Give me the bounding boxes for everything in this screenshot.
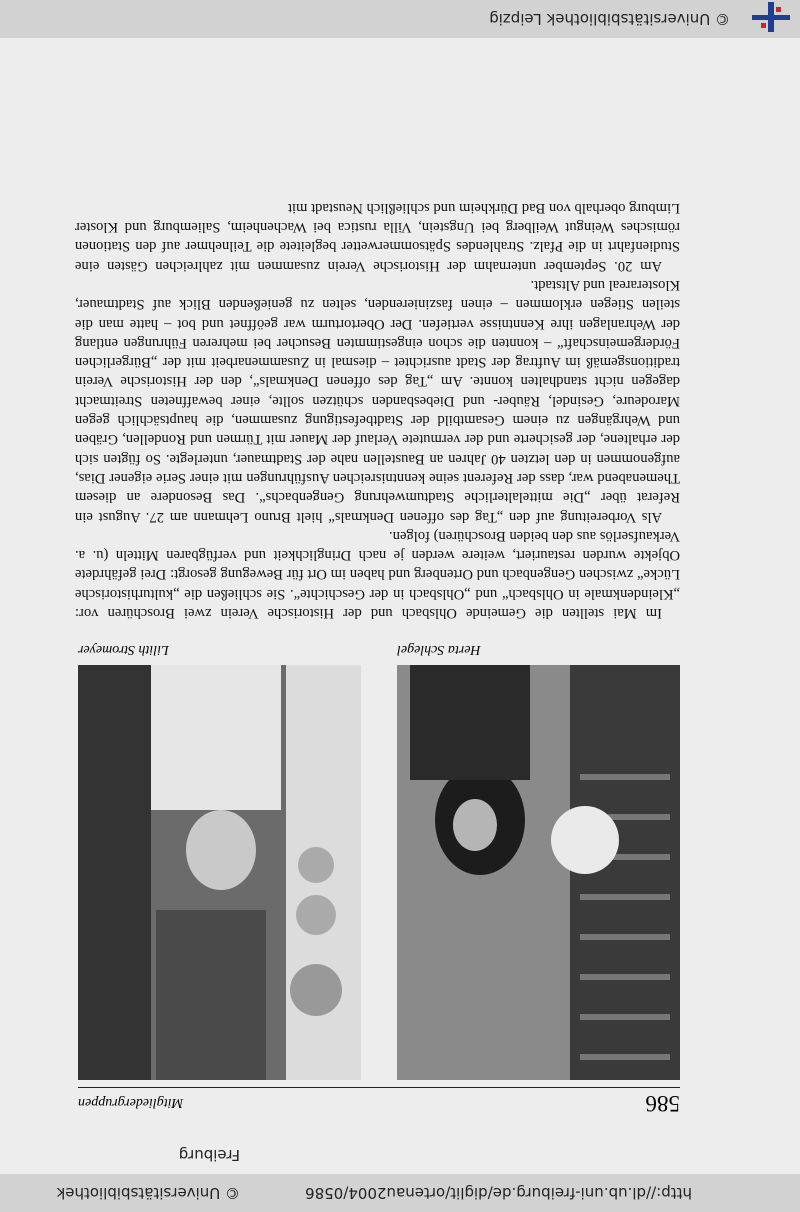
paragraph: Im Mai stellten die Gemeinde Ohlsbach und der Historische Verein zwei Broschüren vor: „Kleindenkmale in Ohlsbach“ und „Ohlsbach in der Geschichte“. Sie schließen die „kulturhistorische Lücke“ zwischen Gengenbach und Ortenberg und haben im Ort für Bewegung gesorgt: Drei gefährdete Objekte wurden restauriert, weitere werden je nach Dringlichkeit und verfügbaren Mitteln (u. a. Verkaufserlös aus den beiden Broschüren) folgen. [75,527,680,621]
caption-right: Lilith Stromeyer [78,642,169,657]
photo-herta-schlegel [397,665,680,1080]
page-header [78,1087,680,1116]
running-head: Mitgliedergruppen [78,1095,184,1110]
photo-lilith-stromeyer [78,665,361,1080]
footer-credit: © Universitätsbibliothek Leipzig [489,10,730,28]
url-text[interactable]: http://dl.ub.uni-freiburg.de/diglit/ortenau2004/0586 [305,1184,692,1202]
page-number: 586 [645,1091,680,1116]
url-bar [0,1146,800,1212]
portrait-photo-right [78,665,361,1080]
caption-left: Herta Schlegel [397,642,481,657]
footer-bar [0,0,800,38]
portrait-photo-left [397,665,680,1080]
paragraph: Als Vorbereitung auf den „Tag des offenen Denkmals“ hielt Bruno Lehmann am 27. August ein Referat über „Die mittelalterliche Stadtumwehrung Gengenbachs“. Das Besondere an diesem Themenabend war, dass der Referent seine kenntnisreichen Ausführungen mit einer Serie eigener Dias, aufgenommen in den letzten 40 Jahren an Baustellen nahe der Stadtmauer, unterlegte. So fügten sich der erhaltene, der gesicherte und der vermutete Verlauf der Mauer mit Türmen und Rondellen, Gräben und Wehrgängen zu einem Gesamtbild der Stadtbefestigung zusammen, die hauptsächlich gegen Marodeure, Gesindel, Räuber- und Diebesbanden schützen sollte, einer bewaffneten Streitmacht dagegen nicht standhalten konnte. Am „Tag des offenen Denkmals“, den der Historische Verein traditionsgemäß im Auftrag der Stadt ausrichtet – diesmal in Zusammenarbeit mit der „Bürgerlichen Fördergemeinschaft“ – konnten die schon eingestimmten Besucher bei mehreren Führungen entlang der Wehranlagen ihre Kenntnisse vertiefen. Der Obertorturm war geöffnet und bot – hatte man die steilen Stiegen erklommen – einen faszinierenden, selten zu genießenden Blick auf Stadtmauer, Klosterareal und Altstadt. [75,276,680,525]
credit-text: © Universitätsbibliothek Freiburg [56,1146,240,1202]
paragraph: Am 20. September unternahm der Historische Verein zusammen mit zahlreichen Gästen eine Studienfahrt in die Pfalz. Strahlendes Spätsommerwetter begleitete die Teilnehmer auf den Stationen römisches Weingut Weilberg bei Ungstein, Villa rustica bei Wachenheim, Saliemburg und Kloster Limburg oberhalb von Bad Dürkheim und schließlich Neustadt mit [75,199,680,274]
body-text [75,197,680,622]
university-logo-icon [752,2,790,32]
